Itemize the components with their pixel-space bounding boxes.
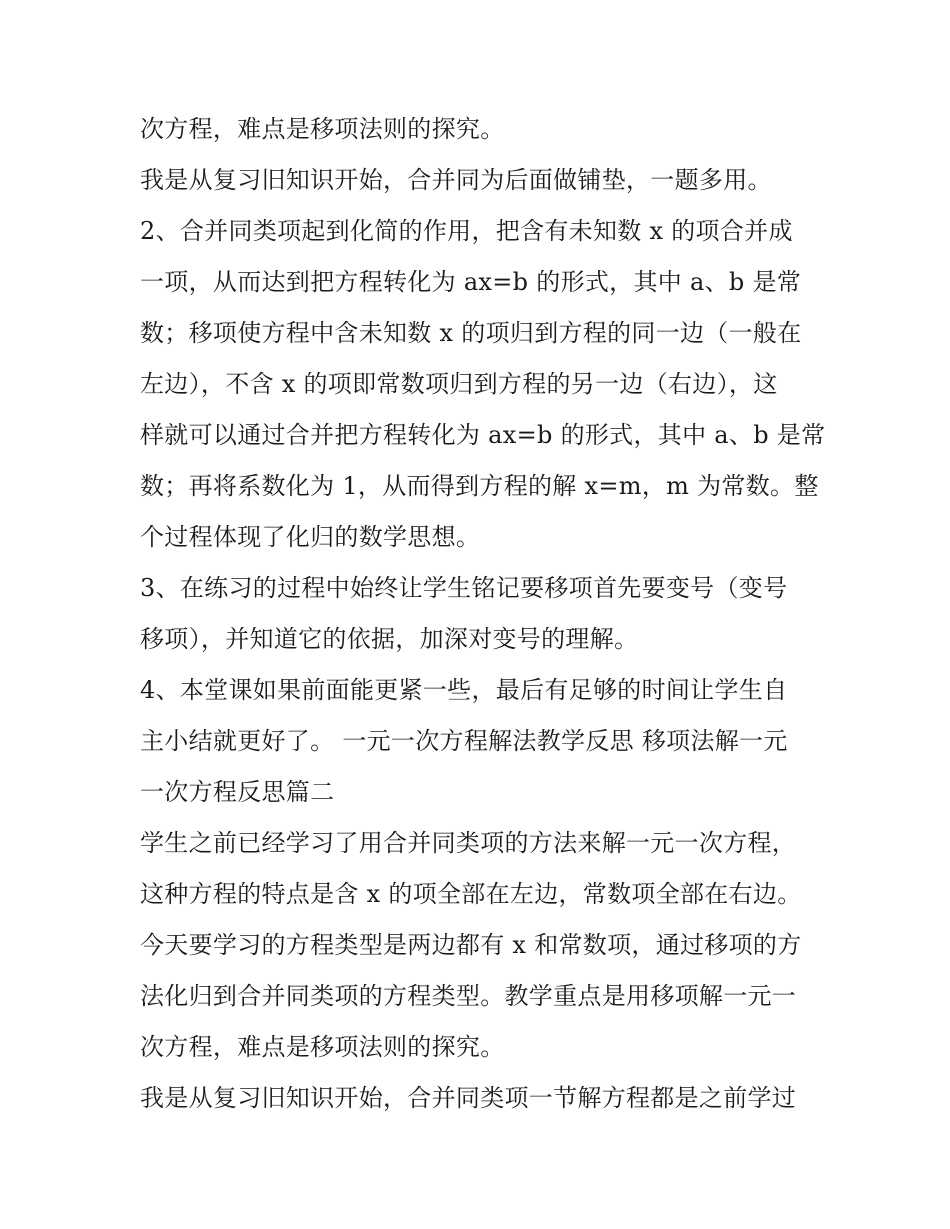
text-line: 这种方程的特点是含 x 的项全部在左边，常数项全部在右边。 [140, 880, 802, 908]
text-line: 我是从复习旧知识开始，合并同为后面做铺垫，一题多用。 [140, 166, 772, 194]
text-line: 法化归到合并同类项的方程类型。教学重点是用移项解一元一 [140, 982, 797, 1010]
text-line: 次方程，难点是移项法则的探究。 [140, 1033, 505, 1061]
text-line: 学生之前已经学习了用合并同类项的方法来解一元一次方程， [140, 829, 797, 857]
text-line: 数；移项使方程中含未知数 x 的项归到方程的同一边（一般在 [140, 319, 802, 347]
text-line: 2、合并同类项起到化简的作用，把含有未知数 x 的项合并成 [140, 217, 793, 245]
text-line: 主小结就更好了。 一元一次方程解法教学反思 移项法解一元 [140, 727, 788, 755]
text-line: 左边），不含 x 的项即常数项归到方程的另一边（右边），这 [140, 370, 778, 398]
text-line: 次方程，难点是移项法则的探究。 [140, 115, 505, 143]
text-line: 4、本堂课如果前面能更紧一些，最后有足够的时间让学生自 [140, 676, 788, 704]
text-line: 样就可以通过合并把方程转化为 ax=b 的形式，其中 a、b 是常 [140, 421, 826, 449]
text-line: 今天要学习的方程类型是两边都有 x 和常数项，通过移项的方 [140, 931, 802, 959]
text-line: 一项，从而达到把方程转化为 ax=b 的形式，其中 a、b 是常 [140, 268, 802, 296]
text-line: 一次方程反思篇二 [140, 778, 335, 806]
text-line: 3、在练习的过程中始终让学生铭记要移项首先要变号（变号 [140, 574, 788, 602]
text-line: 数；再将系数化为 1，从而得到方程的解 x=m，m 为常数。整 [140, 472, 819, 500]
text-line: 我是从复习旧知识开始，合并同类项一节解方程都是之前学过 [140, 1084, 797, 1112]
document-body [140, 104, 826, 1124]
text-line: 个过程体现了化归的数学思想。 [140, 523, 481, 551]
text-line: 移项），并知道它的依据，加深对变号的理解。 [140, 625, 639, 653]
